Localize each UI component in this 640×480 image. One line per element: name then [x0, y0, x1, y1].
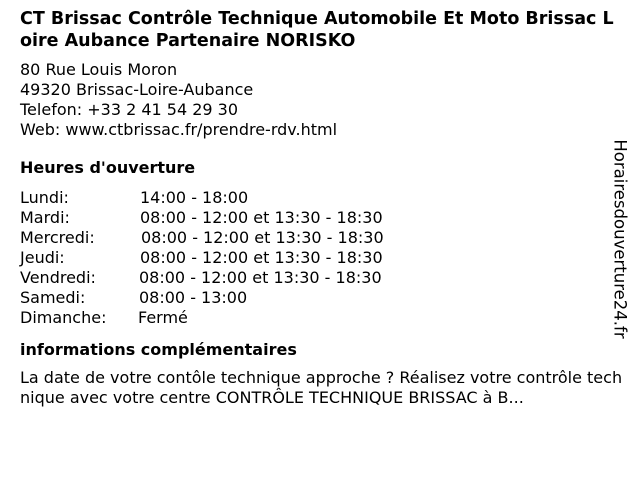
watermark-sidebar [602, 134, 638, 344]
time-value: 08:00 - 12:00 et 13:30 - 18:30 [140, 248, 383, 267]
business-title: CT Brissac Contrôle Technique Automobile Et Moto Brissac Loire Aubance Partenaire NORISKO [20, 9, 614, 51]
time-value: 08:00 - 12:00 et 13:30 - 18:30 [139, 268, 382, 287]
time-value: 08:00 - 12:00 et 13:30 - 18:30 [141, 228, 384, 247]
phone-number[interactable]: Telefon: +33 2 41 54 29 30 [20, 100, 239, 119]
watermark-text: Horairesdouverture24.fr [610, 139, 630, 339]
hours-row-sunday [20, 308, 620, 328]
hours-row-thursday [20, 248, 620, 268]
day-label: Jeudi: [20, 248, 65, 267]
day-label: Mercredi: [20, 228, 95, 247]
street-address: 80 Rue Louis Moron [20, 60, 178, 79]
city-postcode: 49320 Brissac-Loire-Aubance [20, 80, 254, 99]
time-value: Fermé [138, 308, 188, 327]
day-label: Lundi: [20, 188, 69, 207]
hours-row-friday [20, 268, 620, 288]
day-label: Vendredi: [20, 268, 96, 287]
time-value: 08:00 - 12:00 et 13:30 - 18:30 [140, 208, 383, 227]
address-block [20, 60, 620, 140]
additional-info-text: La date de votre contôle technique approche ? Réalisez votre contrôle technique avec votre centre CONTRÔLE TECHNIQUE BRISSAC à B... [20, 368, 623, 407]
day-label: Dimanche: [20, 308, 107, 327]
hours-row-wednesday [20, 228, 620, 248]
time-value: 14:00 - 18:00 [140, 188, 249, 207]
website-link[interactable]: Web: www.ctbrissac.fr/prendre-rdv.html [20, 120, 338, 139]
day-label: Samedi: [20, 288, 86, 307]
opening-hours-table [20, 188, 620, 328]
business-card [20, 8, 623, 408]
additional-info-heading: informations complémentaires [20, 340, 297, 359]
day-label: Mardi: [20, 208, 70, 227]
hours-row-saturday [20, 288, 620, 308]
hours-row-tuesday [20, 208, 620, 228]
time-value: 08:00 - 13:00 [139, 288, 248, 307]
opening-hours-heading: Heures d'ouverture [20, 158, 196, 177]
hours-row-monday [20, 188, 620, 208]
